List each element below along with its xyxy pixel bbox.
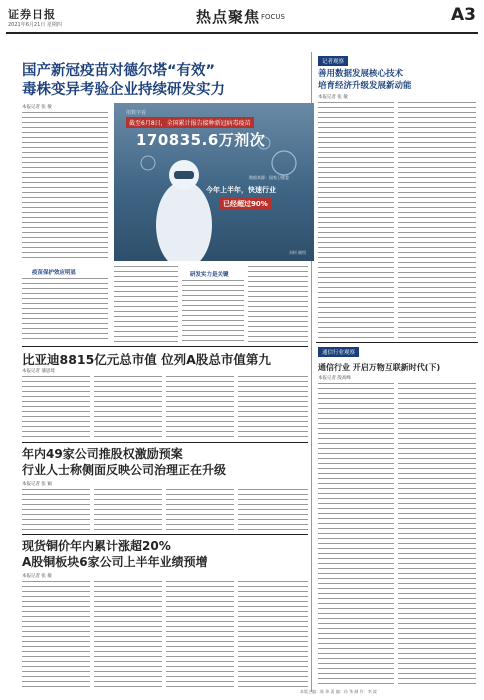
story4-headline-line1: 现货铜价年内累计涨超20%	[22, 539, 171, 553]
lead-body-col1b	[22, 278, 108, 342]
lead-headline-line1: 国产新冠疫苗对德尔塔“有效”	[22, 63, 216, 79]
lead-body-col1	[22, 112, 108, 262]
story2-body-col1	[22, 376, 90, 438]
right-bottom-headline: 通信行业 开启万物互联新时代(下)	[318, 363, 441, 372]
poster-line1: 截至6月8日，全国累计报告接种新冠病毒疫苗	[126, 117, 254, 128]
story3-headline-line1: 年内49家公司推股权激励预案	[22, 447, 183, 461]
story3-headline	[22, 446, 226, 478]
right-bottom-tag: 通信行业观察	[318, 347, 359, 357]
lead-body-col3	[182, 280, 244, 342]
story4-body-col4	[238, 581, 308, 689]
lead-body-col2	[114, 266, 178, 342]
right-bottom-body-col2	[398, 383, 476, 685]
story2-body-col3	[166, 376, 234, 438]
lead-subhead-2: 研发实力是关键	[190, 272, 229, 278]
poster-kicker: 用数字看	[126, 110, 147, 116]
page-footer: 本版主编：陈 炜 责 编：孙 华 制 作：李 波	[300, 689, 377, 694]
story2-body-col2	[94, 376, 162, 438]
story4-headline	[22, 538, 208, 570]
story2-byline: 本报记者 蒲思琦	[22, 369, 55, 374]
story-divider-3	[22, 534, 308, 535]
story-divider-2	[22, 442, 308, 443]
section-title-en: FOCUS	[261, 13, 285, 21]
right-top-byline: 本报记者 张 敏	[318, 95, 348, 100]
lead-headline	[22, 62, 292, 100]
dateline: 2021年6月21日 星期四	[8, 22, 62, 28]
story4-headline-line2: A股铜板块6家公司上半年业绩预增	[22, 555, 208, 569]
right-top-body-col1	[318, 102, 394, 338]
poster-line3: 已经超过90%	[220, 198, 271, 210]
story3-body-col2	[94, 489, 162, 531]
story3-body-col3	[166, 489, 234, 531]
story-divider-1	[22, 346, 308, 347]
right-top-tag: 记者观察	[318, 56, 348, 66]
story2-body-col4	[238, 376, 308, 438]
poster-credit: 刘柯 制图	[288, 250, 306, 255]
right-bottom-body-col1	[318, 383, 394, 685]
right-top-headline-line2: 培育经济升级发展新动能	[318, 81, 412, 91]
poster-source-note: 数据来源：国家卫健委	[249, 175, 289, 180]
story4-body-col2	[94, 581, 162, 689]
section-title: 热点聚焦	[196, 8, 261, 26]
masthead	[6, 4, 478, 34]
right-bottom-byline: 本报记者 殷高峰	[318, 376, 351, 381]
story2-headline: 比亚迪8815亿元总市值 位列A股总市值第九	[22, 352, 271, 367]
newspaper-logo: 证券日报	[8, 8, 56, 21]
lead-body-col4	[248, 266, 308, 342]
right-top-headline-line1: 善用数据发展核心技术	[318, 69, 404, 79]
page-number: A3	[451, 5, 476, 25]
lead-byline: 本报记者 张 敏	[22, 105, 52, 110]
story3-headline-line2: 行业人士称侧面反映公司治理正在升级	[22, 463, 227, 477]
vaccine-poster	[114, 103, 314, 261]
story4-byline: 本报记者 张 敏	[22, 574, 52, 579]
right-top-body-col2	[398, 102, 476, 338]
story3-body-col1	[22, 489, 90, 531]
story3-byline: 本报记者 张 颖	[22, 482, 52, 487]
story4-body-col1	[22, 581, 90, 689]
right-divider	[316, 342, 478, 343]
story4-body-col3	[166, 581, 234, 689]
lead-subhead-1: 疫苗保护效应明显	[32, 270, 77, 276]
lead-headline-line2: 毒株变异考验企业持续研发实力	[22, 82, 225, 98]
poster-big-number: 170835.6万剂次	[136, 131, 266, 149]
poster-line2: 今年上半年，快速行业	[206, 186, 276, 194]
story3-body-col4	[238, 489, 308, 531]
right-top-headline	[318, 68, 412, 92]
